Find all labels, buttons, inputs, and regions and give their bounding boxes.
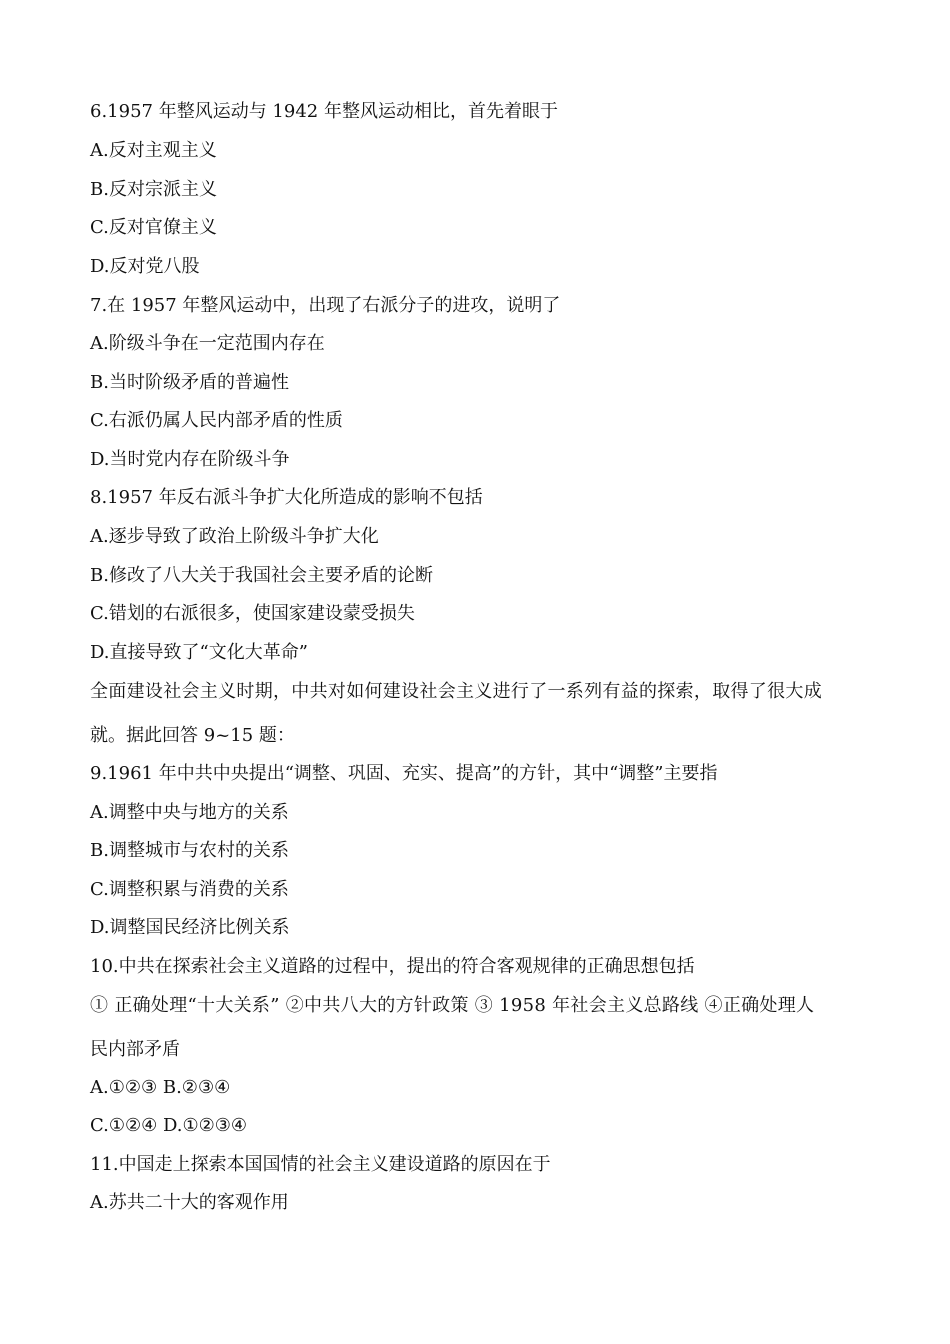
question-11-stem: 11.中国走上探索本国国情的社会主义建设道路的原因在于 xyxy=(90,1154,551,1175)
question-10-options-ab: A.①②③ B.②③④ xyxy=(90,1077,231,1098)
question-8-stem: 8.1957 年反右派斗争扩大化所造成的影响不包括 xyxy=(90,487,483,508)
question-11-option-a: A.苏共二十大的客观作用 xyxy=(90,1192,289,1213)
question-9-option-b: B.调整城市与农村的关系 xyxy=(90,840,289,861)
question-7-stem: 7.在 1957 年整风运动中，出现了右派分子的进攻，说明了 xyxy=(90,295,561,316)
question-6-stem: 6.1957 年整风运动与 1942 年整风运动相比，首先着眼于 xyxy=(90,101,558,122)
question-6-option-d: D.反对党八股 xyxy=(90,256,200,277)
question-6-option-a: A.反对主观主义 xyxy=(90,140,217,161)
section-intro-line-2: 就。据此回答 9~15 题： xyxy=(90,725,295,746)
question-7-option-c: C.右派仍属人民内部矛盾的性质 xyxy=(90,410,343,431)
question-9-stem: 9.1961 年中共中央提出“调整、巩固、充实、提高”的方针，其中“调整”主要指 xyxy=(90,763,718,784)
question-8-option-d: D.直接导致了“文化大革命” xyxy=(90,642,308,663)
question-6-option-c: C.反对官僚主义 xyxy=(90,217,217,238)
question-7-option-b: B.当时阶级矛盾的普遍性 xyxy=(90,372,289,393)
question-7-option-a: A.阶级斗争在一定范围内存在 xyxy=(90,333,325,354)
question-10-items-line-2: 民内部矛盾 xyxy=(90,1039,180,1060)
question-6-option-b: B.反对宗派主义 xyxy=(90,179,217,200)
question-9-option-a: A.调整中央与地方的关系 xyxy=(90,802,289,823)
question-10-items-line-1: ① 正确处理“十大关系” ②中共八大的方针政策 ③ 1958 年社会主义总路线 ④正确处理人 xyxy=(90,995,815,1016)
section-intro-line-1: 全面建设社会主义时期，中共对如何建设社会主义进行了一系列有益的探索，取得了很大成 xyxy=(90,681,822,702)
question-8-option-a: A.逐步导致了政治上阶级斗争扩大化 xyxy=(90,526,379,547)
question-10-stem: 10.中共在探索社会主义道路的过程中，提出的符合客观规律的正确思想包括 xyxy=(90,956,695,977)
question-9-option-c: C.调整积累与消费的关系 xyxy=(90,879,289,900)
question-10-options-cd: C.①②④ D.①②③④ xyxy=(90,1115,248,1136)
question-8-option-c: C.错划的右派很多，使国家建设蒙受损失 xyxy=(90,603,415,624)
question-7-option-d: D.当时党内存在阶级斗争 xyxy=(90,449,290,470)
question-9-option-d: D.调整国民经济比例关系 xyxy=(90,917,290,938)
question-8-option-b: B.修改了八大关于我国社会主要矛盾的论断 xyxy=(90,565,433,586)
